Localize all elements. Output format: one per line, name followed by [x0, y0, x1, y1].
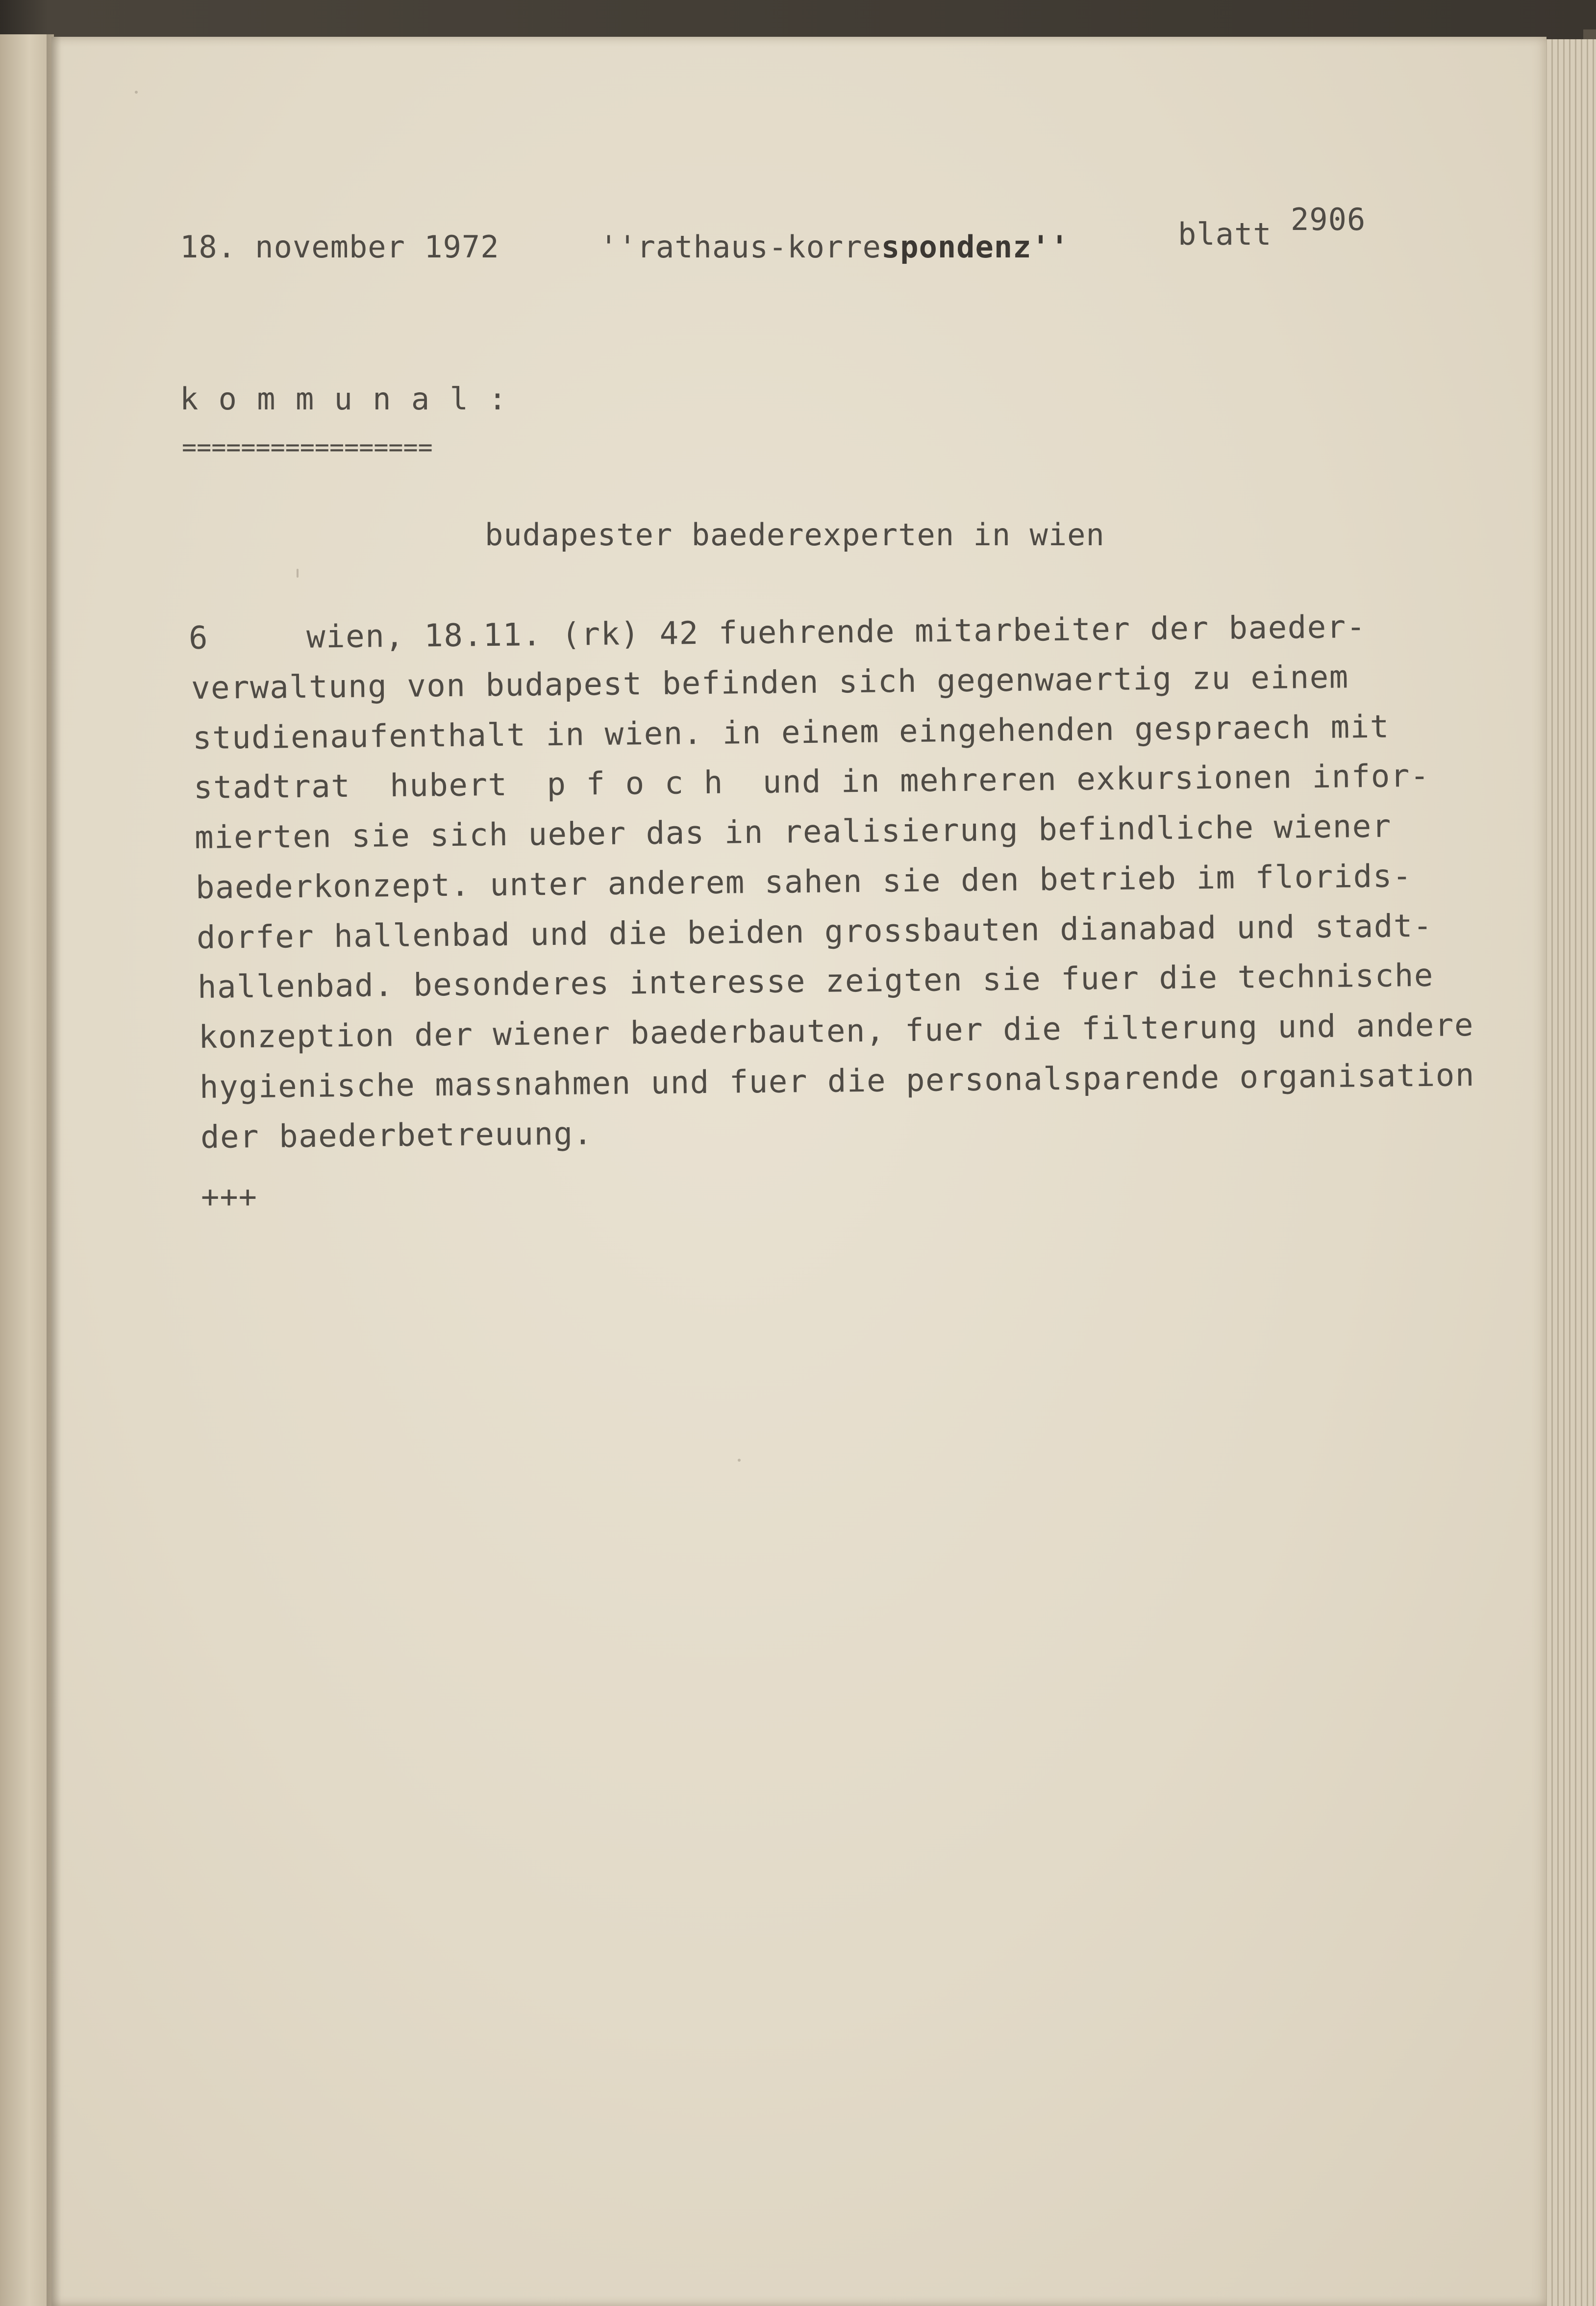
- header-title-bold: spondenz'': [881, 229, 1070, 265]
- header-sheet-label: blatt: [1178, 216, 1272, 252]
- article-end-mark: +++: [201, 1179, 257, 1215]
- header-title-prefix: ''rathaus-korre: [599, 229, 881, 265]
- header-date: 18. november 1972: [180, 229, 499, 265]
- document-page: [51, 37, 1546, 2306]
- article-line: studienaufenthalt in wien. in einem eingehenden gespraech mit: [192, 709, 1390, 757]
- section-label: k o m m u n a l :: [180, 381, 508, 417]
- section-underline: =================: [182, 433, 433, 461]
- article-headline: budapester baederexperten in wien: [485, 517, 1105, 553]
- paper-speck: [738, 1459, 741, 1462]
- article-line: dorfer hallenbad und die beiden grossbauten dianabad und stadt-: [196, 908, 1433, 956]
- header-sheet-number: 2906: [1290, 202, 1366, 237]
- binding-shadow: [47, 34, 61, 2306]
- article-line: 6 wien, 18.11. (rk) 42 fuehrende mitarbeiter der baeder-: [188, 608, 1367, 657]
- article-line: baederkonzept. unter anderem sahen sie den betrieb im florids-: [195, 858, 1413, 906]
- article-line: hygienische massnahmen und fuer die personalsparende organisation: [199, 1057, 1475, 1106]
- article-line: der baederbetreuung.: [200, 1115, 593, 1156]
- header-publication-title: [599, 229, 1070, 265]
- article-line: stadtrat hubert p f o c h und in mehreren exkursionen infor-: [193, 758, 1430, 806]
- header-sheet: [1178, 202, 1366, 252]
- paper-speck: [297, 569, 299, 578]
- article-line: hallenbad. besonderes interesse zeigten sie fuer die technische: [197, 957, 1434, 1006]
- article-line: konzeption der wiener baederbauten, fuer die filterung und andere: [198, 1007, 1474, 1056]
- book-binding: [0, 34, 54, 2306]
- paper-speck: [135, 91, 138, 94]
- article-line: mierten sie sich ueber das in realisierung befindliche wiener: [194, 808, 1392, 856]
- article-line: verwaltung von budapest befinden sich gegenwaertig zu einem: [191, 659, 1349, 707]
